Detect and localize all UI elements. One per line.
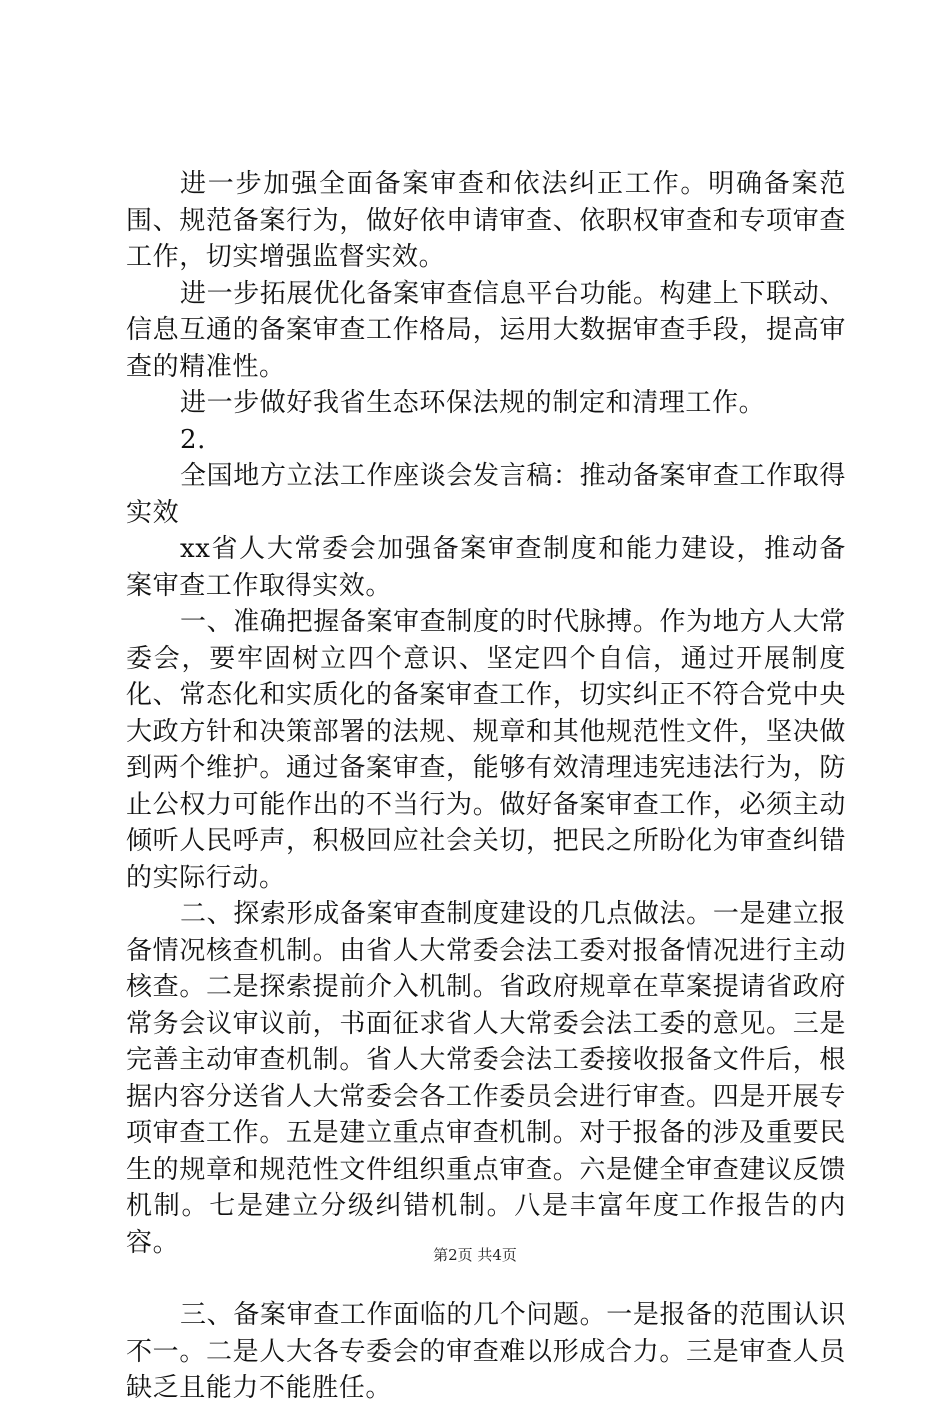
- paragraph-eco-regulations: 进一步做好我省生态环保法规的制定和清理工作。: [180, 388, 766, 418]
- page-footer: 第2页 共4页: [433, 1246, 517, 1264]
- paragraph-filing-review-correction: 进一步加强全面备案审查和依法纠正工作。明确备案范围、规范备案行为，做好依申请审查、依职权审查和专项审查工作，切实增强监督实效。: [126, 169, 846, 272]
- paragraph-point-two: 二、探索形成备案审查制度建设的几点做法。一是建立报备情况核查机制。由省人大常委会法工委对报备情况进行主动核查。二是探索提前介入机制。省政府规章在草案提请省政府常务会议审议前，书面征求省人大常委会法工委的意见。三是完善主动审查机制。省人大常委会法工委接收报备文件后，根据内容分送省人大常委会各工作委员会进行审查。四是开展专项审查工作。五是建立重点审查机制。对于报备的涉及重要民生的规章和规范性文件组织重点审查。六是健全审查建议反馈机制。七是建立分级纠错机制。八是丰富年度工作报告的内容。: [126, 899, 846, 1258]
- paragraph-point-three: 三、备案审查工作面临的几个问题。一是报备的范围认识不一。二是人大各专委会的审查难以形成合力。三是审查人员缺乏且能力不能胜任。: [126, 1300, 846, 1403]
- paragraph-point-one: 一、准确把握备案审查制度的时代脉搏。作为地方人大常委会，要牢固树立四个意识、坚定四个自信，通过开展制度化、常态化和实质化的备案审查工作，切实纠正不符合党中央大政方针和决策部署的法规、规章和其他规范性文件，坚决做到两个维护。通过备案审查，能够有效清理违宪违法行为，防止公权力可能作出的不当行为。做好备案审查工作，必须主动倾听人民呼声，积极回应社会关切，把民之所盼化为审查纠错的实际行动。: [126, 607, 846, 893]
- paragraph-info-platform: 进一步拓展优化备案审查信息平台功能。构建上下联动、信息互通的备案审查工作格局，运用大数据审查手段，提高审查的精准性。: [126, 278, 846, 382]
- section-number: 2.: [180, 424, 207, 455]
- paragraph-spacer: [126, 1261, 846, 1297]
- document-body: [126, 166, 846, 1407]
- speech-title: 全国地方立法工作座谈会发言稿：推动备案审查工作取得实效: [126, 461, 846, 528]
- paragraph-intro: xx省人大常委会加强备案审查制度和能力建设，推动备案审查工作取得实效。: [126, 534, 846, 601]
